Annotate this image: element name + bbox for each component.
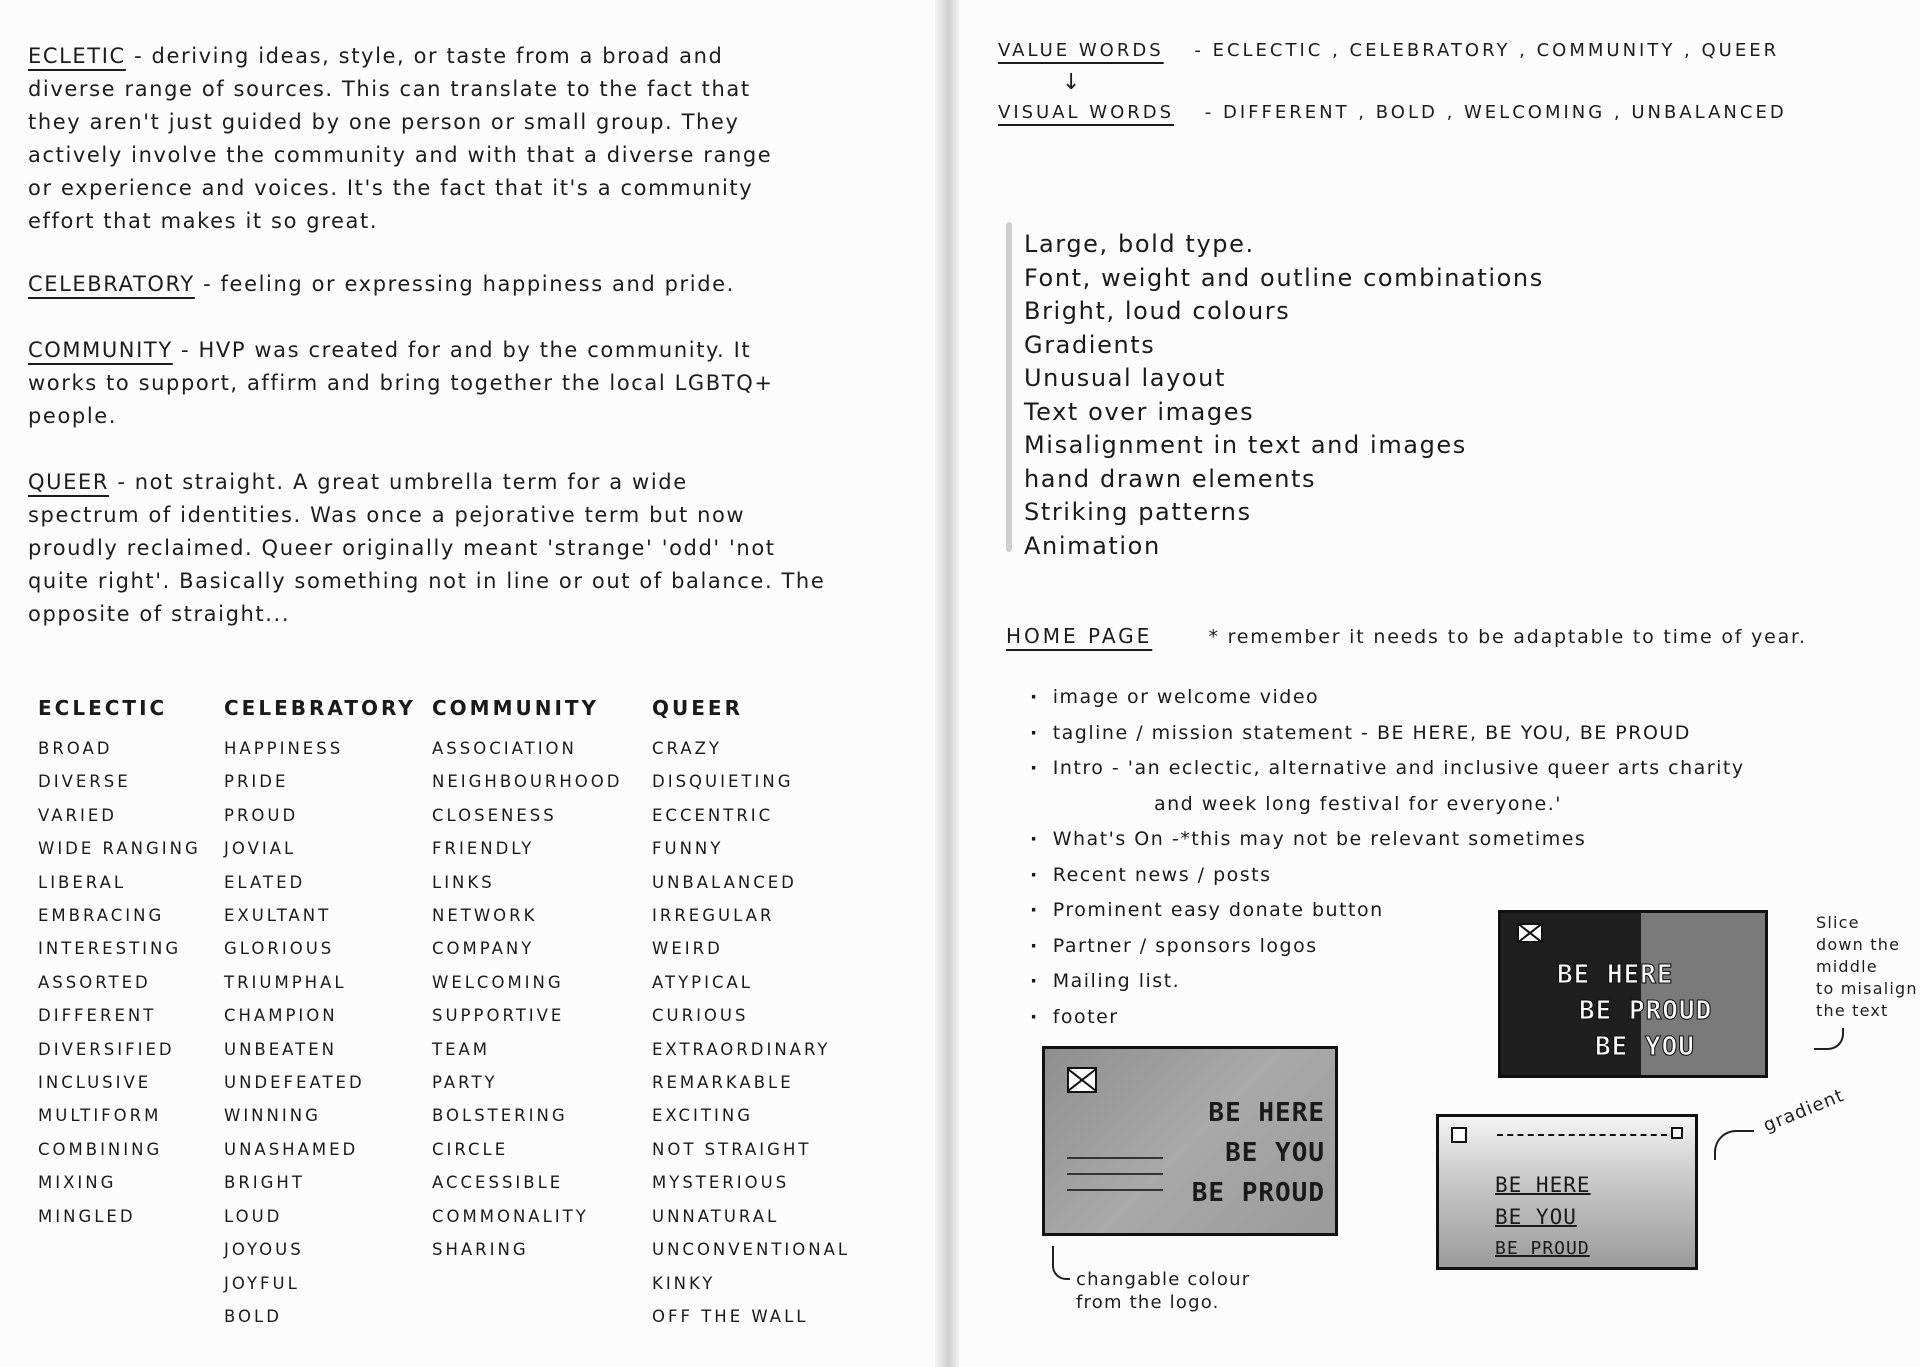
word: OFF THE WALL	[652, 1306, 809, 1326]
word: FUNNY	[652, 839, 724, 859]
visual-ideas-list	[1024, 228, 1544, 563]
sketch-hero-three	[1436, 1114, 1698, 1270]
list-item: · footer	[1030, 1000, 1745, 1036]
list-item: Text over images	[1024, 397, 1255, 426]
list-item: · Intro - 'an eclectic, alternative and inclusive queer arts charity	[1030, 751, 1745, 787]
word: WEIRD	[652, 939, 723, 959]
word: NOT STRAIGHT	[652, 1139, 812, 1159]
word: WIDE RANGING	[38, 839, 201, 859]
logo-placeholder	[1451, 1127, 1467, 1143]
word: CLOSENESS	[432, 805, 557, 825]
word: CIRCLE	[432, 1139, 509, 1159]
word: DISQUIETING	[652, 772, 794, 792]
list-item: · image or welcome video	[1030, 680, 1745, 716]
word: JOYFUL	[224, 1273, 300, 1293]
word: SUPPORTIVE	[432, 1006, 565, 1026]
word: LINKS	[432, 872, 495, 892]
highlight-bar	[1006, 222, 1012, 552]
list-item: Animation	[1024, 531, 1161, 560]
word: UNDEFEATED	[224, 1073, 365, 1093]
word-column-queer: QUEER CRAZY DISQUIETING ECCENTRIC FUNNY UNBALANCED IRREGULAR WEIRD ATYPICAL CURIOUS EXTRAORDINARY REMARKABLE EXCITING NOT STRAIGHT MYSTERIOUS UNNATURAL UNCONVENTIONAL KINKY OFF THE WALL	[652, 696, 850, 1333]
word: LIBERAL	[38, 872, 127, 892]
word: ASSORTED	[38, 972, 151, 992]
word: SHARING	[432, 1240, 529, 1260]
word: DIVERSE	[38, 772, 131, 792]
list-item: · What's On -*this may not be relevant sometimes	[1030, 822, 1745, 858]
term-queer: QUEER	[28, 470, 110, 494]
notebook-spine	[935, 0, 959, 1367]
text-placeholder-line	[1067, 1173, 1163, 1175]
list-item: · tagline / mission statement - BE HERE, BE YOU, BE PROUD	[1030, 716, 1745, 752]
word: COMPANY	[432, 939, 535, 959]
text-placeholder-line	[1067, 1157, 1163, 1159]
word: ASSOCIATION	[432, 739, 577, 758]
word: HAPPINESS	[224, 739, 344, 758]
word: COMBINING	[38, 1139, 163, 1159]
word: WELCOMING	[432, 972, 564, 992]
definition-eclectic: ECLETIC - deriving ideas, style, or taste from a broad and diverse range of sources. This can translate to the fact that they aren't just guided by one person or small group. They actively involve the community and with that a diverse range or experience and voices. It's the fact that it's a community effort that makes it so great.	[28, 44, 773, 233]
word: MIXING	[38, 1173, 117, 1193]
word: PROUD	[224, 805, 299, 825]
word: KINKY	[652, 1273, 716, 1293]
list-item: Gradients	[1024, 330, 1156, 359]
word: PRIDE	[224, 772, 289, 792]
word: COMMONALITY	[432, 1206, 589, 1226]
image-placeholder-icon	[1517, 923, 1543, 943]
word: EXULTANT	[224, 906, 332, 926]
word: NEIGHBOURHOOD	[432, 772, 623, 792]
menu-placeholder	[1671, 1127, 1683, 1139]
list-item: Unusual layout	[1024, 364, 1226, 392]
image-placeholder-icon	[1067, 1067, 1097, 1093]
list-item: Large, bold type.	[1024, 230, 1255, 258]
word: MULTIFORM	[38, 1106, 162, 1126]
word: IRREGULAR	[652, 906, 775, 926]
word: VARIED	[38, 805, 117, 825]
annotation-arrow	[1052, 1246, 1070, 1280]
word: CHAMPION	[224, 1006, 338, 1026]
sketch-three-caption: gradient	[1760, 1084, 1848, 1137]
word: INTERESTING	[38, 939, 182, 959]
list-item: Misalignment in text and images	[1024, 431, 1467, 459]
word: ATYPICAL	[652, 972, 753, 992]
nav-placeholder	[1497, 1134, 1667, 1136]
list-item: Font, weight and outline combinations	[1024, 263, 1544, 292]
word: NETWORK	[432, 906, 538, 926]
sketch-tagline: BE HERE BE PROUD BE YOU	[1557, 960, 1713, 1062]
list-item: Striking patterns	[1024, 498, 1252, 526]
word: EMBRACING	[38, 906, 165, 926]
arrow-down-icon: ↓	[1062, 70, 1083, 95]
word: UNCONVENTIONAL	[652, 1240, 851, 1260]
word: FRIENDLY	[432, 839, 535, 859]
definition-celebratory: CELEBRATORY - feeling or expressing happiness and pride.	[28, 272, 735, 296]
definition-community: COMMUNITY - HVP was created for and by the community. It works to support, affirm and bring together the local LGBTQ+ people.	[28, 338, 774, 428]
text-placeholder-line	[1067, 1189, 1163, 1191]
word: PARTY	[432, 1073, 498, 1093]
word: JOVIAL	[224, 839, 297, 859]
word: BRIGHT	[224, 1173, 305, 1193]
list-item: Bright, loud colours	[1024, 297, 1291, 325]
word-column-celebratory: CELEBRATORY HAPPINESS PRIDE PROUD JOVIAL ELATED EXULTANT GLORIOUS TRIUMPHAL CHAMPION UNBEATEN UNDEFEATED WINNING UNASHAMED BRIGHT LOUD JOYOUS JOYFUL BOLD	[224, 696, 416, 1333]
word: JOYOUS	[224, 1240, 304, 1260]
visual-words-line: VISUAL WORDS - DIFFERENT , BOLD , WELCOMING , UNBALANCED	[998, 102, 1787, 123]
word-column-community: COMMUNITY ASSOCIATION NEIGHBOURHOOD CLOSENESS FRIENDLY LINKS NETWORK COMPANY WELCOMING SUPPORTIVE TEAM PARTY BOLSTERING CIRCLE ACCESSIBLE COMMONALITY SHARING	[432, 696, 622, 1267]
word: BOLSTERING	[432, 1106, 568, 1126]
list-item: · Mailing list.	[1030, 964, 1745, 1000]
sketch-two-caption: Slice down the middle to misalign the text	[1816, 913, 1918, 1020]
word: ECCENTRIC	[652, 805, 774, 825]
word: CURIOUS	[652, 1006, 749, 1026]
sketch-one-caption: changable colour from the logo.	[1076, 1269, 1251, 1313]
word: ACCESSIBLE	[432, 1173, 564, 1193]
word: MINGLED	[38, 1206, 136, 1226]
word: BROAD	[38, 739, 113, 758]
word: DIVERSIFIED	[38, 1039, 175, 1059]
term-celebratory: CELEBRATORY	[28, 272, 195, 296]
word: TEAM	[432, 1039, 491, 1059]
definition-queer: QUEER - not straight. A great umbrella term for a wide spectrum of identities. Was once a pejorative term but now proudly reclaimed. Queer originally meant 'strange' 'odd' 'not quite right'. Basically something not in line or out of balance. The opposite of straight...	[28, 470, 826, 626]
home-page-heading: HOME PAGE * remember it needs to be adaptable to time of year.	[1006, 624, 1807, 648]
word: INCLUSIVE	[38, 1073, 152, 1093]
sketch-hero-one	[1042, 1046, 1338, 1236]
list-item: · Recent news / posts	[1030, 858, 1745, 894]
value-words-line: VALUE WORDS - ECLECTIC , CELEBRATORY , COMMUNITY , QUEER	[998, 40, 1780, 61]
sketch-tagline: BE HERE BE YOU BE PROUD	[1495, 1173, 1591, 1259]
list-item: hand drawn elements	[1024, 464, 1317, 493]
word: UNNATURAL	[652, 1206, 780, 1226]
word: TRIUMPHAL	[224, 972, 347, 992]
term-eclectic: ECLETIC	[28, 44, 126, 68]
sketch-tagline: BE HERE BE YOU BE PROUD	[1191, 1098, 1325, 1208]
word: DIFFERENT	[38, 1006, 157, 1026]
word: GLORIOUS	[224, 939, 335, 959]
word: CRAZY	[652, 739, 722, 758]
word-column-eclectic: ECLECTIC BROAD DIVERSE VARIED WIDE RANGING LIBERAL EMBRACING INTERESTING ASSORTED DIFFERENT DIVERSIFIED INCLUSIVE MULTIFORM COMBINING MIXING MINGLED	[38, 696, 201, 1233]
word: EXCITING	[652, 1106, 753, 1126]
word: EXTRAORDINARY	[652, 1039, 831, 1059]
term-community: COMMUNITY	[28, 338, 173, 362]
word: LOUD	[224, 1206, 283, 1226]
sketch-hero-two	[1498, 910, 1768, 1078]
list-item: · Partner / sponsors logos	[1030, 929, 1745, 965]
word: WINNING	[224, 1106, 321, 1126]
word: UNBALANCED	[652, 872, 797, 892]
word: MYSTERIOUS	[652, 1173, 790, 1193]
list-item: · Prominent easy donate button	[1030, 893, 1745, 929]
list-item-continued: and week long festival for everyone.'	[1154, 792, 1562, 815]
word: UNBEATEN	[224, 1039, 338, 1059]
word: UNASHAMED	[224, 1139, 359, 1159]
word: ELATED	[224, 872, 306, 892]
word: BOLD	[224, 1306, 282, 1326]
word: REMARKABLE	[652, 1073, 794, 1093]
